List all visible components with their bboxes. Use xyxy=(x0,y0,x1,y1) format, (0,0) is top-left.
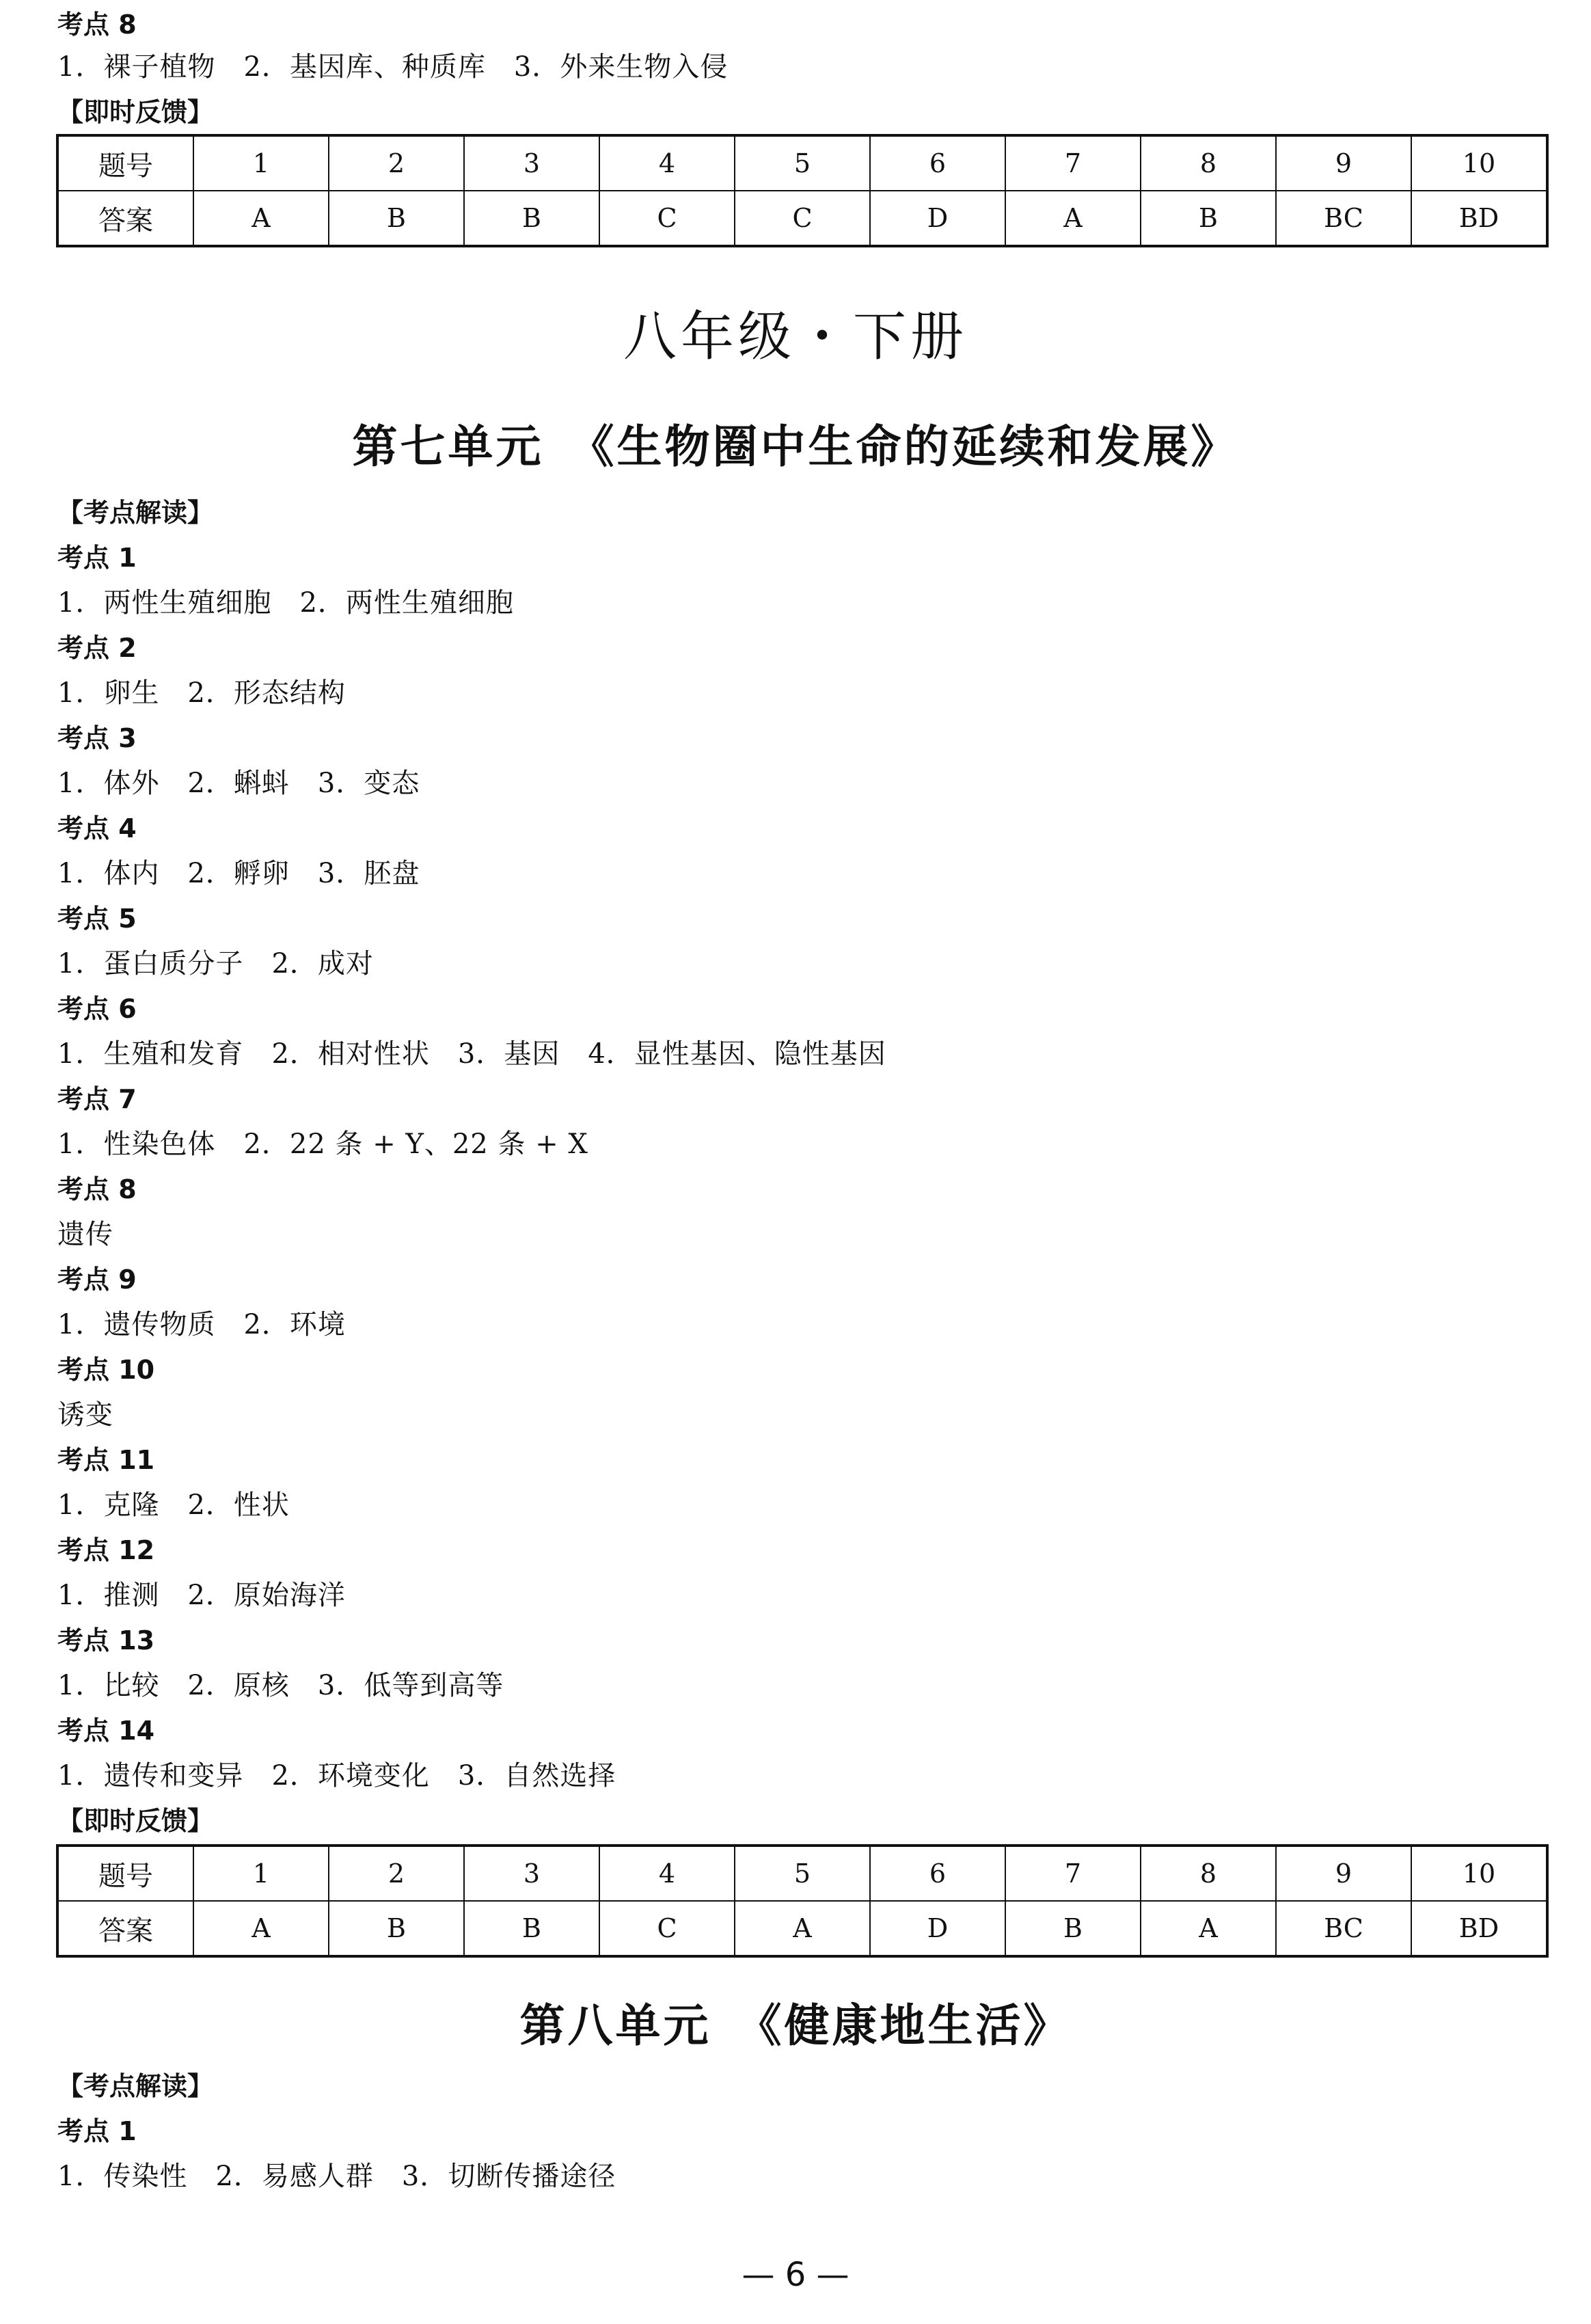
table-cell: B xyxy=(329,1901,464,1956)
table-cell: 6 xyxy=(870,1846,1005,1901)
table-cell: 8 xyxy=(1141,1846,1276,1901)
point-answer: 遗传 xyxy=(57,1219,113,1250)
point-heading: 考点 14 xyxy=(57,1716,155,1746)
section-label: 【考点解读】 xyxy=(57,498,214,528)
table-cell: B xyxy=(329,191,464,246)
table-cell: B xyxy=(464,1901,599,1956)
point-answer: 1．性染色体 2．22 条 + Y、22 条 + X xyxy=(57,1129,588,1160)
table-cell: BD xyxy=(1411,1901,1547,1956)
table-cell: D xyxy=(870,191,1005,246)
table-cell: 7 xyxy=(1005,135,1141,191)
table-header-cell: 题号 xyxy=(57,1846,193,1901)
table-row xyxy=(57,135,1547,191)
table-header-cell: 答案 xyxy=(57,191,193,246)
point-answer: 1．卵生 2．形态结构 xyxy=(57,677,346,709)
point-heading: 考点 10 xyxy=(57,1355,155,1385)
point-answer: 1．两性生殖细胞 2．两性生殖细胞 xyxy=(57,587,514,619)
feedback-label: 【即时反馈】 xyxy=(57,97,214,127)
table-cell: 3 xyxy=(464,135,599,191)
unit7-title: 第七单元 《生物圈中生命的延续和发展》 xyxy=(352,420,1239,473)
feedback-label: 【即时反馈】 xyxy=(57,1806,214,1836)
table-cell: 9 xyxy=(1276,1846,1411,1901)
point-answer: 1．传染性 2．易感人群 3．切断传播途径 xyxy=(57,2161,616,2192)
point-heading: 考点 1 xyxy=(57,2116,137,2146)
table-cell: 2 xyxy=(329,1846,464,1901)
point-answer: 1．克隆 2．性状 xyxy=(57,1489,290,1521)
table-cell: 5 xyxy=(735,1846,870,1901)
point-answer: 1．体内 2．孵卵 3．胚盘 xyxy=(57,858,420,889)
point-heading: 考点 8 xyxy=(57,10,137,40)
point-heading: 考点 2 xyxy=(57,633,137,663)
table-row xyxy=(57,191,1547,246)
table-cell: 10 xyxy=(1411,135,1547,191)
unit8-title: 第八单元 《健康地生活》 xyxy=(519,1999,1072,2052)
table-cell: BC xyxy=(1276,1901,1411,1956)
point-answer: 1．体外 2．蝌蚪 3．变态 xyxy=(57,768,420,799)
table-cell: A xyxy=(1005,191,1141,246)
feedback-table-top xyxy=(56,134,1549,247)
table-cell: 2 xyxy=(329,135,464,191)
point-answer: 1．裸子植物 2．基因库、种质库 3．外来生物入侵 xyxy=(57,51,729,83)
point-answer: 1．推测 2．原始海洋 xyxy=(57,1580,346,1611)
table-cell: A xyxy=(193,191,329,246)
table-cell: B xyxy=(1005,1901,1141,1956)
table-cell: 8 xyxy=(1141,135,1276,191)
point-heading: 考点 5 xyxy=(57,904,137,934)
feedback-table-unit7 xyxy=(56,1844,1549,1958)
table-cell: A xyxy=(735,1901,870,1956)
table-cell: 5 xyxy=(735,135,870,191)
table-cell: C xyxy=(599,191,735,246)
table-cell: BC xyxy=(1276,191,1411,246)
table-header-cell: 答案 xyxy=(57,1901,193,1956)
point-heading: 考点 1 xyxy=(57,543,137,573)
point-heading: 考点 12 xyxy=(57,1535,155,1565)
table-cell: C xyxy=(735,191,870,246)
table-cell: 9 xyxy=(1276,135,1411,191)
table-cell: 10 xyxy=(1411,1846,1547,1901)
table-row xyxy=(57,1846,1547,1901)
table-cell: BD xyxy=(1411,191,1547,246)
table-cell: 6 xyxy=(870,135,1005,191)
table-cell: 1 xyxy=(193,135,329,191)
point-heading: 考点 8 xyxy=(57,1174,137,1204)
point-heading: 考点 3 xyxy=(57,723,137,753)
table-cell: A xyxy=(193,1901,329,1956)
table-header-cell: 题号 xyxy=(57,135,193,191)
point-heading: 考点 7 xyxy=(57,1084,137,1114)
table-cell: 3 xyxy=(464,1846,599,1901)
point-answer: 1．遗传和变异 2．环境变化 3．自然选择 xyxy=(57,1760,616,1792)
table-cell: B xyxy=(464,191,599,246)
point-heading: 考点 4 xyxy=(57,813,137,843)
table-cell: D xyxy=(870,1901,1005,1956)
table-cell: 4 xyxy=(599,135,735,191)
point-answer: 1．生殖和发育 2．相对性状 3．基因 4．显性基因、隐性基因 xyxy=(57,1038,886,1070)
point-answer: 1．遗传物质 2．环境 xyxy=(57,1309,346,1340)
table-row xyxy=(57,1901,1547,1956)
point-heading: 考点 6 xyxy=(57,994,137,1024)
table-cell: B xyxy=(1141,191,1276,246)
point-heading: 考点 13 xyxy=(57,1625,155,1656)
point-answer: 1．蛋白质分子 2．成对 xyxy=(57,948,374,979)
point-answer: 诱变 xyxy=(57,1399,113,1431)
table-cell: C xyxy=(599,1901,735,1956)
section-label: 【考点解读】 xyxy=(57,2071,214,2101)
point-answer: 1．比较 2．原核 3．低等到高等 xyxy=(57,1670,504,1701)
grade-title: 八年级・下册 xyxy=(623,306,968,368)
table-cell: 1 xyxy=(193,1846,329,1901)
page-number: — 6 — xyxy=(742,2256,849,2294)
table-cell: 7 xyxy=(1005,1846,1141,1901)
table-cell: 4 xyxy=(599,1846,735,1901)
point-heading: 考点 11 xyxy=(57,1445,155,1475)
point-heading: 考点 9 xyxy=(57,1265,137,1295)
table-cell: A xyxy=(1141,1901,1276,1956)
